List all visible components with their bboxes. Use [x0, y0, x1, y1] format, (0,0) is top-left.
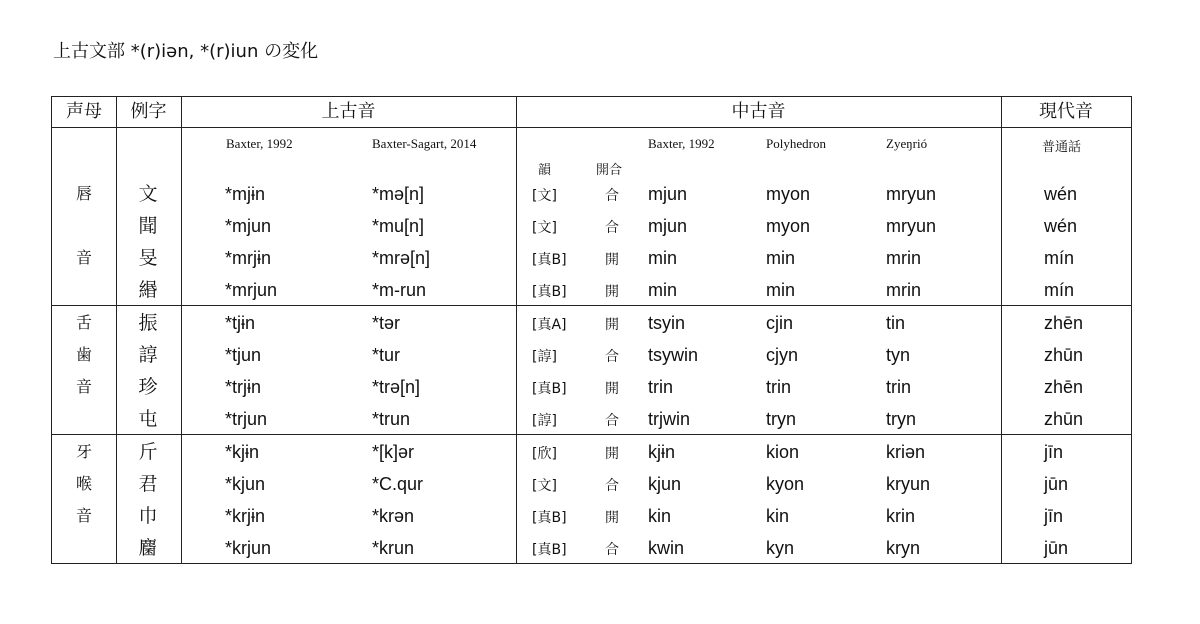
header-example: 例字: [130, 101, 167, 122]
oc-baxter-reading: *krjun: [225, 538, 272, 558]
zyenrio-reading: krin: [886, 506, 916, 526]
mc-rhyme: [文]: [532, 478, 557, 494]
example-char: 聞: [138, 215, 158, 237]
polyhedron-reading: kyn: [766, 538, 795, 558]
modern-reading: wén: [1044, 216, 1078, 236]
polyhedron-reading: min: [766, 280, 796, 300]
initial-label: 唇: [75, 184, 92, 203]
zyenrio-reading: kryn: [886, 538, 921, 558]
oc-baxter-reading: *mjun: [225, 216, 272, 236]
oc-baxter-sagart-reading: *tər: [372, 313, 401, 333]
row-divider: [52, 434, 1131, 435]
initial-label: 音: [75, 506, 92, 525]
oc-baxter-sagart-reading: *mu[n]: [372, 216, 425, 236]
oc-baxter-reading: *mrjun: [225, 280, 278, 300]
mc-kaigo: 合: [605, 478, 619, 494]
mc-kaigo: 開: [605, 252, 619, 268]
subheader-putonghua: 普通話: [1042, 140, 1082, 155]
header-modern: 現代音: [1039, 101, 1093, 122]
mc-baxter-reading: mjun: [648, 184, 688, 204]
row-divider: [52, 127, 1131, 128]
oc-baxter-reading: *tjun: [225, 345, 262, 365]
header-middle-chinese: 中古音: [731, 101, 786, 122]
example-char: 君: [138, 473, 158, 495]
subheader-rhyme: 韻: [538, 163, 552, 178]
mc-baxter-reading: min: [648, 248, 678, 268]
mc-kaigo: 合: [605, 188, 619, 204]
mc-baxter-reading: trin: [648, 377, 674, 397]
row-divider: [52, 305, 1131, 306]
polyhedron-reading: tryn: [766, 409, 797, 429]
mc-rhyme: [真A]: [532, 317, 567, 333]
subheader-zyenrio: Zyeŋrió: [886, 136, 928, 151]
subheader-kaigo: 開合: [596, 163, 623, 178]
example-char: 斤: [138, 441, 158, 463]
oc-baxter-sagart-reading: *m-run: [372, 280, 427, 300]
zyenrio-reading: tryn: [886, 409, 917, 429]
page-title: 上古文部 *(r)iən, *(r)iun の変化: [53, 41, 319, 62]
modern-reading: zhēn: [1044, 377, 1084, 397]
col-divider: [516, 97, 517, 563]
modern-reading: jūn: [1044, 474, 1069, 494]
mc-baxter-reading: trjwin: [648, 409, 691, 429]
oc-baxter-reading: *mjɨn: [225, 184, 266, 204]
oc-baxter-sagart-reading: *mrə[n]: [372, 248, 431, 268]
example-char: 文: [138, 183, 158, 205]
zyenrio-reading: tyn: [886, 345, 911, 365]
mc-rhyme: [文]: [532, 188, 557, 204]
header-old-chinese: 上古音: [321, 101, 376, 122]
zyenrio-reading: kriən: [886, 442, 926, 462]
initial-label: 喉: [75, 474, 92, 493]
oc-baxter-sagart-reading: *C.qur: [372, 474, 424, 494]
oc-baxter-sagart-reading: *krun: [372, 538, 415, 558]
mc-rhyme: [文]: [532, 220, 557, 236]
mc-kaigo: 開: [605, 381, 619, 397]
mc-rhyme: [欣]: [532, 446, 557, 462]
modern-reading: mín: [1044, 248, 1075, 268]
polyhedron-reading: cjin: [766, 313, 794, 333]
initial-label: 音: [75, 248, 92, 267]
example-char: 緡: [138, 279, 158, 301]
example-char: 珍: [138, 376, 158, 398]
oc-baxter-sagart-reading: *trun: [372, 409, 411, 429]
oc-baxter-reading: *kjun: [225, 474, 266, 494]
mc-rhyme: [真B]: [532, 381, 567, 397]
oc-baxter-reading: *mrjɨn: [225, 248, 272, 268]
mc-baxter-reading: min: [648, 280, 678, 300]
oc-baxter-sagart-reading: *[k]ər: [372, 442, 415, 462]
oc-baxter-reading: *tjɨn: [225, 313, 256, 333]
initial-label: 歯: [75, 345, 92, 364]
mc-baxter-reading: kjɨn: [648, 442, 676, 462]
subheader-mc-baxter: Baxter, 1992: [648, 136, 715, 151]
mc-baxter-reading: mjun: [648, 216, 688, 236]
mc-kaigo: 開: [605, 510, 619, 526]
zyenrio-reading: mryun: [886, 184, 937, 204]
modern-reading: jūn: [1044, 538, 1069, 558]
oc-baxter-reading: *trjɨn: [225, 377, 262, 397]
modern-reading: jīn: [1044, 442, 1064, 462]
col-divider: [1001, 97, 1002, 563]
col-divider: [181, 97, 182, 563]
zyenrio-reading: kryun: [886, 474, 931, 494]
oc-baxter-reading: *kjɨn: [225, 442, 260, 462]
zyenrio-reading: mrin: [886, 248, 921, 268]
example-char: 旻: [138, 247, 158, 269]
oc-baxter-reading: *trjun: [225, 409, 268, 429]
mc-rhyme: [真B]: [532, 510, 567, 526]
example-char: 諄: [138, 344, 158, 366]
mc-kaigo: 合: [605, 413, 619, 429]
subheader-oc-baxter-sagart: Baxter-Sagart, 2014: [372, 136, 477, 151]
oc-baxter-sagart-reading: *mə[n]: [372, 184, 425, 204]
mc-kaigo: 合: [605, 220, 619, 236]
modern-reading: zhūn: [1044, 409, 1084, 429]
polyhedron-reading: trin: [766, 377, 792, 397]
polyhedron-reading: kyon: [766, 474, 805, 494]
example-char: 巾: [138, 505, 158, 527]
zyenrio-reading: mrin: [886, 280, 921, 300]
sound-change-table: [51, 96, 1132, 564]
zyenrio-reading: trin: [886, 377, 912, 397]
subheader-polyhedron: Polyhedron: [766, 136, 826, 151]
initial-label: 牙: [75, 442, 92, 461]
mc-kaigo: 合: [605, 542, 619, 558]
polyhedron-reading: myon: [766, 184, 811, 204]
modern-reading: wén: [1044, 184, 1078, 204]
mc-kaigo: 開: [605, 446, 619, 462]
polyhedron-reading: min: [766, 248, 796, 268]
mc-rhyme: [諄]: [532, 349, 557, 365]
mc-baxter-reading: tsywin: [648, 345, 699, 365]
subheader-oc-baxter: Baxter, 1992: [226, 136, 293, 151]
polyhedron-reading: kin: [766, 506, 790, 526]
example-char: 屯: [138, 408, 158, 430]
mc-rhyme: [諄]: [532, 413, 557, 429]
polyhedron-reading: cjyn: [766, 345, 799, 365]
mc-baxter-reading: kjun: [648, 474, 682, 494]
polyhedron-reading: kion: [766, 442, 800, 462]
modern-reading: zhūn: [1044, 345, 1084, 365]
example-char: 振: [138, 312, 158, 334]
mc-kaigo: 開: [605, 284, 619, 300]
mc-kaigo: 合: [605, 349, 619, 365]
mc-rhyme: [真B]: [532, 284, 567, 300]
mc-rhyme: [真B]: [532, 542, 567, 558]
mc-baxter-reading: kwin: [648, 538, 685, 558]
oc-baxter-reading: *krjɨn: [225, 506, 266, 526]
oc-baxter-sagart-reading: *krən: [372, 506, 415, 526]
mc-baxter-reading: kin: [648, 506, 672, 526]
mc-rhyme: [真B]: [532, 252, 567, 268]
mc-kaigo: 開: [605, 317, 619, 333]
example-char: 麕: [138, 537, 158, 559]
mc-baxter-reading: tsyin: [648, 313, 686, 333]
modern-reading: jīn: [1044, 506, 1064, 526]
initial-label: 舌: [75, 313, 92, 332]
modern-reading: mín: [1044, 280, 1075, 300]
oc-baxter-sagart-reading: *trə[n]: [372, 377, 421, 397]
polyhedron-reading: myon: [766, 216, 811, 236]
modern-reading: zhēn: [1044, 313, 1084, 333]
zyenrio-reading: tin: [886, 313, 906, 333]
initial-label: 音: [75, 377, 92, 396]
oc-baxter-sagart-reading: *tur: [372, 345, 401, 365]
zyenrio-reading: mryun: [886, 216, 937, 236]
header-initial: 声母: [66, 101, 102, 122]
